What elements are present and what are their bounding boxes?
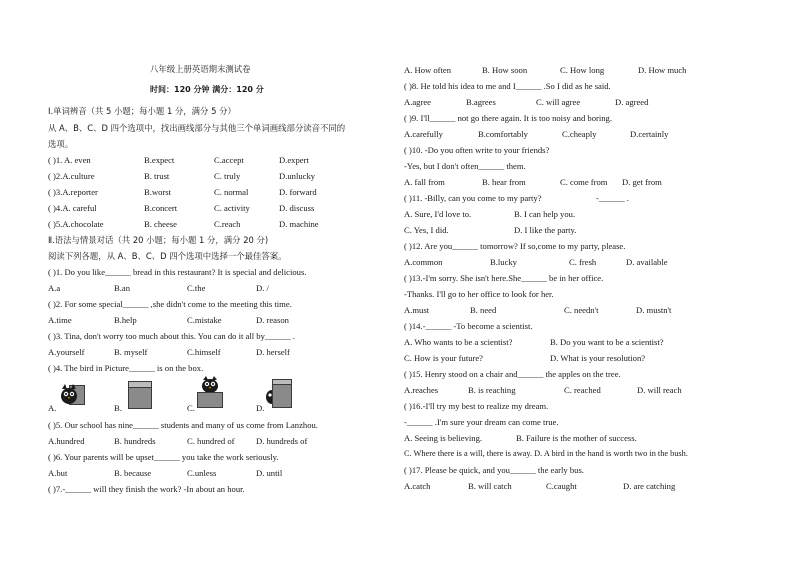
option-c: C. — [187, 403, 195, 413]
option-b: B. Do you want to be a scientist? — [550, 337, 664, 347]
option-a: A. Seeing is believing. — [404, 433, 483, 443]
option-a: A.must — [404, 305, 430, 315]
question-stem: ( )14.-______ -To become a scientist. — [404, 321, 533, 331]
section-1-instruction-cont: 选项。 — [48, 139, 74, 149]
option-b: B. hear from — [482, 177, 526, 187]
option-a: A.but — [48, 468, 68, 478]
option-c: C.caught — [546, 481, 577, 491]
option-c: C.cheaply — [562, 129, 597, 139]
option-b: B. I can help you. — [514, 209, 576, 219]
option-d: D. are catching — [623, 481, 676, 491]
option-d: D. reason — [256, 315, 289, 325]
option-c: C. How long — [560, 65, 605, 75]
question-stem: ( )1. A. even — [48, 155, 91, 165]
section-2-instruction: 阅读下列各题，从 A、B、C、D 四个选项中选择一个最佳答案。 — [48, 251, 287, 261]
picture-c — [195, 376, 223, 404]
question-stem: ( )4.A. careful — [48, 203, 97, 213]
option-b: B. — [114, 403, 122, 413]
option-d: D. — [256, 403, 265, 413]
option-b: B. because — [114, 468, 152, 478]
section-1-heading: I.单词辨音（共 5 小题；每小题 1 分，满分 5 分） — [48, 106, 236, 116]
option-d: D. How much — [638, 65, 687, 75]
option-d: D. machine — [279, 219, 319, 229]
option-d: D. will reach — [637, 385, 682, 395]
option-d: D. available — [626, 257, 668, 267]
option-d: D. What is your resolution? — [550, 353, 646, 363]
option-d: D.expert — [279, 155, 309, 165]
option-d: D. discuss — [279, 203, 315, 213]
option-c: C.reach — [214, 219, 241, 229]
option-c: C. will agree — [536, 97, 581, 107]
option-b: B.agrees — [466, 97, 496, 107]
option-a: A.carefully — [404, 129, 443, 139]
option-b: B.expect — [144, 155, 175, 165]
option-c: C. reached — [564, 385, 601, 395]
option-a: A.reaches — [404, 385, 439, 395]
option-b: B. cheese — [144, 219, 177, 229]
option-d: D. mustn't — [636, 305, 672, 315]
option-b: B. How soon — [482, 65, 528, 75]
option-b: B. myself — [114, 347, 148, 357]
option-a: A.time — [48, 315, 72, 325]
question-stem: ( )13.-I'm sorry. She isn't here.She______ be in her office. — [404, 273, 604, 283]
question-stem: ( )11. -Billy, can you come to my party? — [404, 193, 542, 203]
question-stem: ( )15. Henry stood on a chair and______ the apples on the tree. — [404, 369, 621, 379]
option-a: A.common — [404, 257, 443, 267]
question-stem: ( )6. Your parents will be upset______ you take the work seriously. — [48, 452, 279, 462]
picture-a — [57, 379, 85, 407]
picture-b — [126, 379, 154, 407]
option-a: A.hundred — [48, 436, 85, 446]
question-reply: -Yes, but I don't often______ them. — [404, 161, 526, 171]
option-a: A. Sure, I'd love to. — [404, 209, 472, 219]
option-c: C.himself — [187, 347, 221, 357]
question-stem: ( )4. The bird in Picture______ is on the box. — [48, 363, 204, 373]
option-c: C. normal — [214, 187, 249, 197]
option-a: A.yourself — [48, 347, 85, 357]
option-d: D. I like the party. — [514, 225, 577, 235]
option-b: B.worst — [144, 187, 171, 197]
option-a: A.agree — [404, 97, 431, 107]
option-b: B.concert — [144, 203, 178, 213]
option-c: C. hundred of — [187, 436, 235, 446]
option-b: B.lucky — [490, 257, 517, 267]
question-stem: ( )12. Are you______ tomorrow? If so,come to my party, please. — [404, 241, 626, 251]
option-a: A. Who wants to be a scientist? — [404, 337, 513, 347]
option-d: D. hundreds of — [256, 436, 308, 446]
option-b: B.help — [114, 315, 137, 325]
option-d: D. herself — [256, 347, 290, 357]
option-d: D.unlucky — [279, 171, 316, 181]
option-c: C. How is your future? — [404, 353, 484, 363]
question-stem: ( )1. Do you like______ bread in this restaurant? It is special and delicious. — [48, 267, 307, 277]
option-d: D. until — [256, 468, 283, 478]
option-b: B. trust — [144, 171, 170, 181]
option-a: A.a — [48, 283, 61, 293]
bird-icon — [59, 383, 79, 405]
option-d: D. agreed — [615, 97, 649, 107]
question-stem: ( )8. He told his idea to me and I______ .So I did as he said. — [404, 81, 611, 91]
option-c: C. fresh — [569, 257, 597, 267]
option-b: B. will catch — [468, 481, 512, 491]
option-c: C.the — [187, 283, 206, 293]
question-stem: ( )3. Tina, don't worry too much about this. You can do it all by______ . — [48, 331, 295, 341]
option-c: C. come from — [560, 177, 608, 187]
option-d: D. forward — [279, 187, 317, 197]
question-reply: -______ .I'm sure your dream can come true. — [404, 417, 559, 427]
question-stem: ( )3.A.reporter — [48, 187, 98, 197]
option-c: C.unless — [187, 468, 217, 478]
option-b: B. is reaching — [468, 385, 516, 395]
option-b: B. need — [470, 305, 497, 315]
options-c-d: C. Where there is a will, there is away. D. A bird in the hand is worth two in the bush. — [404, 449, 688, 458]
question-stem: ( )5.A.chocolate — [48, 219, 104, 229]
question-stem: ( )10. -Do you often write to your friends? — [404, 145, 550, 155]
question-stem: ( )16.-I'll try my best to realize my dream. — [404, 401, 549, 411]
option-d: D. get from — [622, 177, 662, 187]
option-d: D. / — [256, 283, 269, 293]
question-stem: ( )5. Our school has nine______ students and many of us come from Lanzhou. — [48, 420, 318, 430]
question-stem: ( )7.-______ will they finish the work? -In about an hour. — [48, 484, 245, 494]
option-a: A. fall from — [404, 177, 445, 187]
option-d: D.certainly — [630, 129, 669, 139]
option-c: C. Yes, I did. — [404, 225, 449, 235]
option-c: C. truly — [214, 171, 241, 181]
option-b: B. Failure is the mother of success. — [516, 433, 637, 443]
option-c: C.accept — [214, 155, 244, 165]
question-stem: ( )2. For some special______ ,she didn't come to the meeting this time. — [48, 299, 292, 309]
option-c: C. needn't — [564, 305, 599, 315]
option-a: A. — [48, 403, 57, 413]
question-reply: -Thanks. I'll go to her office to look for her. — [404, 289, 554, 299]
option-b: B.an — [114, 283, 130, 293]
option-c: C. activity — [214, 203, 250, 213]
section-2-heading: Ⅱ.语法与情景对话（共 20 小题；每小题 1 分，满分 20 分) — [48, 235, 269, 245]
question-stem: ( )17. Please be quick, and you______ the early bus. — [404, 465, 584, 475]
option-b: B. hundreds — [114, 436, 156, 446]
option-a: A. How often — [404, 65, 452, 75]
question-reply: -______ . — [596, 193, 629, 203]
picture-d — [264, 379, 292, 407]
option-a: A.catch — [404, 481, 431, 491]
question-stem: ( )9. I'll______ not go there again. It is too noisy and boring. — [404, 113, 613, 123]
option-c: C.mistake — [187, 315, 222, 325]
page-title: 八年级上册英语期末测试卷 — [150, 64, 251, 74]
question-stem: ( )2.A.culture — [48, 171, 95, 181]
exam-info: 时间：120 分钟 满分：120 分 — [150, 85, 264, 94]
option-b: B.comfortably — [478, 129, 528, 139]
section-1-instruction: 从 A、B、C、D 四个选项中，找出画线部分与其他三个单词画线部分读音不同的 — [48, 123, 346, 133]
